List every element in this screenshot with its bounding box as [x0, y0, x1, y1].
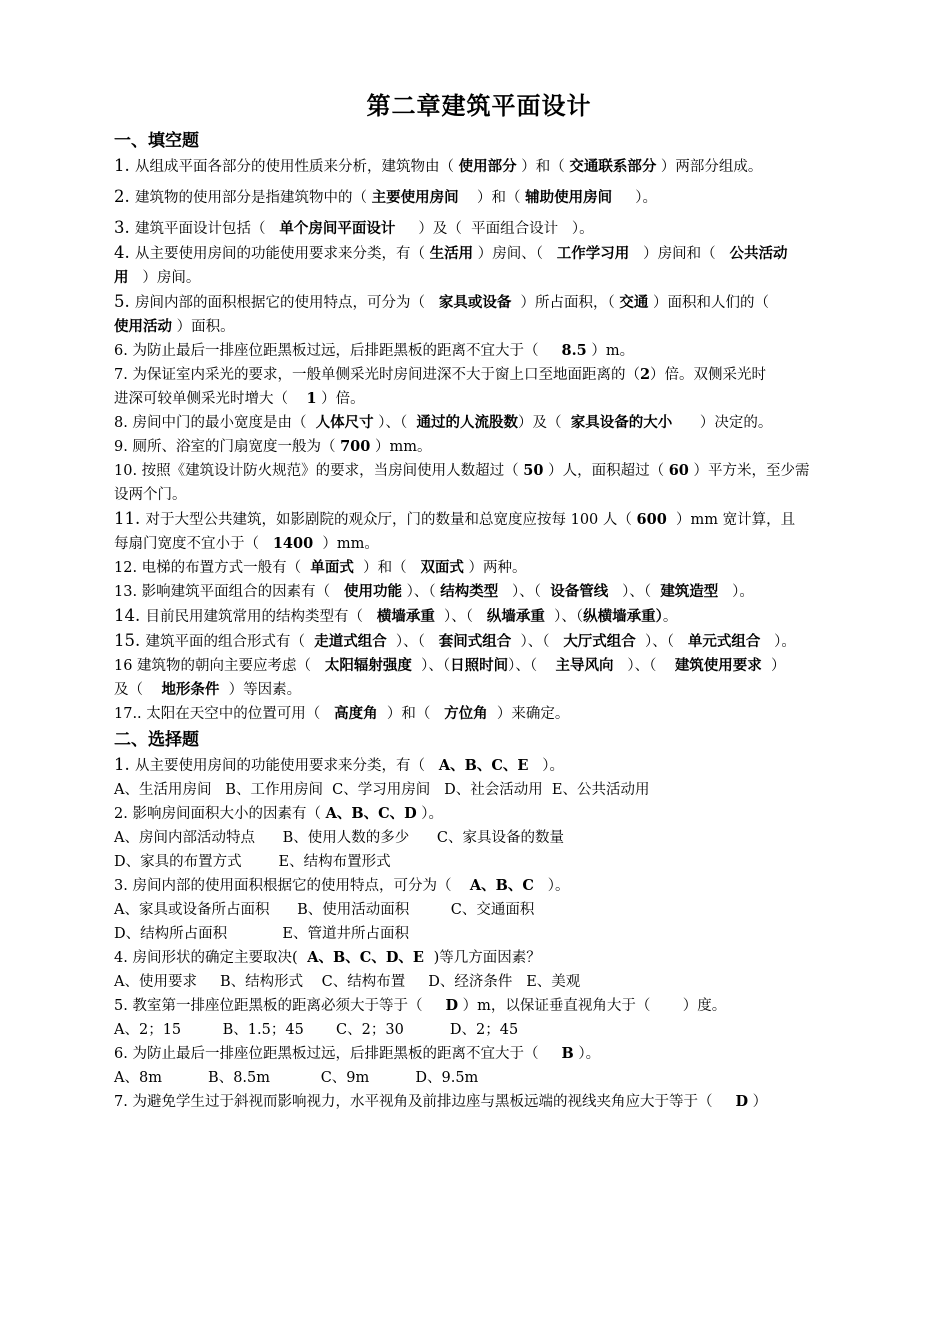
- question-text: A、8m B、8.5m C、9m D、9.5m: [114, 1070, 479, 1086]
- question-text: ）、（: [511, 634, 564, 650]
- question-text: ）倍。: [316, 391, 365, 407]
- answer-text: 家具设备的大小: [570, 414, 673, 431]
- question-text: ）及（ 平面组合设计 ）。: [395, 221, 594, 237]
- answer-text: 横墙承重: [376, 608, 435, 625]
- question-text: ）房间、（: [473, 246, 557, 262]
- answer-text: D: [735, 1093, 749, 1110]
- question-line: [114, 654, 844, 678]
- question-text: 及（: [114, 682, 162, 698]
- question-text: 4.: [114, 243, 135, 262]
- question-text: 17.. 太阳在天空中的位置可用（: [114, 706, 335, 722]
- question-text: ）。: [416, 806, 444, 822]
- answer-text: 结构类型: [440, 583, 499, 600]
- question-text: 10. 按照《建筑设计防火规范》的要求，当房间使用人数超过（: [114, 463, 524, 479]
- question-line: [114, 898, 844, 922]
- question-text: ）两种。: [463, 560, 527, 576]
- answer-text: 2: [639, 366, 651, 383]
- question-text: 对于大型公共建筑，如影剧院的观众厅，门的数量和总宽度应按每 100 人（: [145, 512, 637, 528]
- question-text: A、2；15 B、1.5；45 C、2；30 D、2；45: [114, 1022, 519, 1038]
- answer-text: 700: [340, 438, 371, 455]
- question-text: ）决定的。: [672, 415, 773, 431]
- question-line: [114, 629, 844, 654]
- question-text: ）、（: [608, 584, 661, 600]
- question-text: 9. 厕所、浴室的门扇宽度一般为（: [114, 439, 341, 455]
- fill-in-question-list: [114, 154, 844, 726]
- question-line: [114, 604, 844, 629]
- question-line: [114, 339, 844, 363]
- question-line: [114, 387, 844, 411]
- question-text: ）面积和人们的（: [648, 295, 770, 311]
- question-line: [114, 970, 844, 994]
- answer-text: A、B、C、D: [325, 805, 417, 822]
- question-line: [114, 532, 844, 556]
- question-text: ）。: [612, 190, 657, 206]
- answer-text: 纵横墙承重）: [583, 608, 663, 625]
- question-text: )等几方面因素？: [429, 950, 541, 966]
- answer-text: 太阳辐射强度: [324, 657, 412, 674]
- question-text: 1.: [114, 156, 135, 175]
- answer-text: 双面式: [420, 559, 464, 576]
- question-text: A、房间内部活动特点 B、使用人数的多少 C、家具设备的数量: [114, 830, 565, 846]
- choice-question-list: [114, 753, 844, 1114]
- question-text: 3.: [114, 218, 135, 237]
- question-text: 5.: [114, 292, 135, 311]
- answer-text: A、B、C、D、E: [302, 949, 429, 966]
- question-text: ）: [748, 1094, 768, 1110]
- question-text: 3. 房间内部的使用面积根据它的使用特点，可分为（: [114, 878, 470, 894]
- answer-text: 600: [636, 511, 667, 528]
- question-line: [114, 802, 844, 826]
- answer-text: 设备管线: [550, 583, 609, 600]
- question-line: [114, 922, 844, 946]
- question-line: [114, 1066, 844, 1090]
- answer-text: 生活用: [429, 245, 474, 262]
- answer-text: 主要使用房间: [371, 189, 459, 206]
- question-text: ）房间和（: [629, 246, 730, 262]
- question-line: [114, 290, 844, 315]
- question-line: [114, 753, 844, 778]
- question-line: [114, 1018, 844, 1042]
- question-line: [114, 241, 844, 266]
- answer-text: 方位角: [444, 705, 488, 722]
- question-text: ）、（: [402, 584, 441, 600]
- question-text: 2. 影响房间面积大小的因素有（: [114, 806, 326, 822]
- answer-text: 套间式组合: [438, 633, 512, 650]
- question-text: A、家具或设备所占面积 B、使用活动面积 C、交通面积: [114, 902, 535, 918]
- answer-text: 家具或设备: [438, 294, 512, 311]
- question-line: [114, 459, 844, 483]
- answer-text: 工作学习用: [556, 245, 630, 262]
- page-title: 第二章建筑平面设计: [366, 91, 592, 120]
- question-line: [114, 435, 844, 459]
- question-text: ）、（: [544, 609, 584, 625]
- question-text: ）面积。: [172, 319, 235, 335]
- question-line: [114, 1090, 844, 1114]
- question-text: 2.: [114, 187, 135, 206]
- document-page: [114, 86, 844, 1114]
- question-text: ）人，面积超过（: [543, 463, 669, 479]
- question-text: 15.: [114, 631, 146, 650]
- question-text: 1.: [114, 755, 135, 774]
- question-line: [114, 850, 844, 874]
- question-text: ）、（: [613, 658, 675, 674]
- question-line: [114, 678, 844, 702]
- question-line: [114, 507, 844, 532]
- question-line: [114, 315, 844, 339]
- question-text: 13. 影响建筑平面组合的因素有（: [114, 584, 344, 600]
- answer-text: 使用活动: [114, 318, 172, 335]
- answer-text: 使用功能: [344, 583, 402, 600]
- question-text: ）及（: [518, 415, 571, 431]
- question-text: ）m，以保证垂直视角大于（ ）度。: [458, 998, 727, 1014]
- answer-text: 日照时间: [450, 657, 509, 674]
- question-line: [114, 216, 844, 241]
- question-text: ）。: [528, 758, 565, 774]
- question-text: 建筑平面的组合形式有（: [145, 634, 315, 650]
- question-text: 设两个门。: [114, 487, 187, 503]
- question-text: ）所占面积，（: [511, 295, 620, 311]
- question-text: ）等因素。: [219, 682, 302, 698]
- question-text: ）、（: [386, 634, 439, 650]
- question-text: 16 建筑物的朝向主要应考虑（: [114, 658, 325, 674]
- question-text: 每扇门宽度不宜小于（: [114, 536, 273, 552]
- answer-text: 1400: [272, 535, 314, 552]
- answer-text: 通过的人流股数: [416, 414, 518, 431]
- question-text: ）。: [760, 634, 796, 650]
- question-text: ）和（: [458, 190, 526, 206]
- question-text: 7. 为避免学生过于斜视而影响视力，水平视角及前排边座与黑板远端的视线夹角应大于等于（: [114, 1094, 736, 1110]
- answer-text: 单面式: [310, 559, 354, 576]
- question-text: ）来确定。: [487, 706, 570, 722]
- question-text: 8. 房间中门的最小宽度是由（: [114, 415, 316, 431]
- question-text: 6. 为防止最后一排座位距黑板过远，后排距黑板的距离不宜大于（: [114, 1046, 562, 1062]
- question-text: ）、（: [373, 415, 417, 431]
- question-text: ）和（: [377, 706, 445, 722]
- answer-text: 主导风向: [555, 657, 614, 674]
- question-text: ）、（: [635, 634, 688, 650]
- answer-text: 公共活动: [729, 245, 788, 262]
- answer-text: 人体尺寸: [315, 414, 374, 431]
- question-text: ）、（: [498, 584, 551, 600]
- question-text: ）mm。: [313, 536, 379, 552]
- question-line: [114, 363, 844, 387]
- question-text: 进深可较单侧采光时增大（: [114, 391, 307, 407]
- question-text: 从主要使用房间的功能使用要求来分类，有（: [135, 758, 439, 774]
- answer-text: 高度角: [334, 705, 378, 722]
- answer-text: 纵墙承重: [486, 608, 545, 625]
- question-text: ）。: [533, 878, 570, 894]
- question-line: [114, 826, 844, 850]
- question-text: ）房间。: [128, 270, 201, 286]
- answer-text: 用: [114, 269, 129, 286]
- question-text: 14.: [114, 606, 146, 625]
- question-text: ）倍。双侧采光时: [650, 367, 767, 383]
- answer-text: 建筑造型: [660, 583, 719, 600]
- question-line: [114, 702, 844, 726]
- answer-text: 大厅式组合: [563, 633, 636, 650]
- answer-text: 使用部分: [458, 158, 517, 175]
- question-text: ）平方米，至少需: [688, 463, 810, 479]
- question-text: D、家具的布置方式 E、结构布置形式: [114, 854, 391, 870]
- answer-text: 辅助使用房间: [525, 189, 613, 206]
- question-text: 12. 电梯的布置方式一般有（: [114, 560, 311, 576]
- question-text: 建筑平面设计包括（: [135, 221, 280, 237]
- question-text: 5. 教室第一排座位距黑板的距离必须大于等于（: [114, 998, 446, 1014]
- question-line: [114, 874, 844, 898]
- question-line: [114, 185, 844, 210]
- question-text: 4. 房间形状的确定主要取决(: [114, 950, 303, 966]
- answer-text: 交通联系部分: [569, 158, 657, 175]
- question-text: 从组成平面各部分的使用性质来分析，建筑物由（: [135, 159, 459, 175]
- answer-text: 60: [668, 462, 689, 479]
- answer-text: 交通: [619, 294, 649, 311]
- answer-text: 1: [306, 390, 317, 407]
- question-line: [114, 556, 844, 580]
- question-line: [114, 946, 844, 970]
- answer-text: B: [561, 1045, 574, 1062]
- section-heading-choice: 二、选择题: [114, 730, 199, 750]
- question-text: 建筑物的使用部分是指建筑物中的（: [135, 190, 372, 206]
- question-line: [114, 411, 844, 435]
- question-text: ）、（: [508, 658, 556, 674]
- answer-text: D: [445, 997, 459, 1014]
- answer-text: A、B、C: [469, 877, 534, 894]
- question-text: 。: [662, 609, 678, 625]
- question-text: ）、（: [434, 609, 487, 625]
- question-text: 6. 为防止最后一排座位距黑板过远，后排距黑板的距离不宜大于（: [114, 343, 562, 359]
- question-text: ）: [761, 658, 786, 674]
- answer-text: 地形条件: [161, 681, 220, 698]
- question-text: ）mm。: [370, 439, 432, 455]
- question-line: [114, 154, 844, 179]
- question-text: ）。: [718, 584, 754, 600]
- question-text: 目前民用建筑常用的结构类型有（: [145, 609, 377, 625]
- answer-text: 单元式组合: [687, 633, 761, 650]
- question-text: 从主要使用房间的功能使用要求来分类，有（: [135, 246, 430, 262]
- question-text: A、生活用房间 B、工作用房间 C、学习用房间 D、社会活动用 E、公共活动用: [114, 782, 650, 798]
- answer-text: 50: [523, 462, 544, 479]
- question-text: 房间内部的面积根据它的使用特点，可分为（: [135, 295, 439, 311]
- question-text: ）两部分组成。: [656, 159, 763, 175]
- question-text: ）和（: [353, 560, 421, 576]
- question-text: ）、（: [411, 658, 451, 674]
- answer-text: A、B、C、E: [438, 757, 529, 774]
- question-text: ）。: [573, 1046, 601, 1062]
- question-text: 7. 为保证室内采光的要求，一般单侧采光时房间进深不大于窗上口至地面距离的（: [114, 367, 640, 383]
- question-text: ）m。: [586, 343, 635, 359]
- section-heading-fill-in: 一、填空题: [114, 131, 199, 151]
- question-line: [114, 778, 844, 802]
- question-line: [114, 266, 844, 290]
- answer-text: 单个房间平面设计: [279, 220, 396, 237]
- question-text: ）mm 宽计算，且: [666, 512, 796, 528]
- question-text: D、结构所占面积 E、管道井所占面积: [114, 926, 410, 942]
- answer-text: 走道式组合: [314, 633, 387, 650]
- question-text: A、使用要求 B、结构形式 C、结构布置 D、经济条件 E、美观: [114, 974, 581, 990]
- question-line: [114, 580, 844, 604]
- question-text: ）和（: [516, 159, 570, 175]
- question-line: [114, 483, 844, 507]
- question-line: [114, 1042, 844, 1066]
- question-text: 11.: [114, 509, 146, 528]
- answer-text: 建筑使用要求: [674, 657, 762, 674]
- answer-text: 8.5: [561, 342, 587, 359]
- question-line: [114, 994, 844, 1018]
